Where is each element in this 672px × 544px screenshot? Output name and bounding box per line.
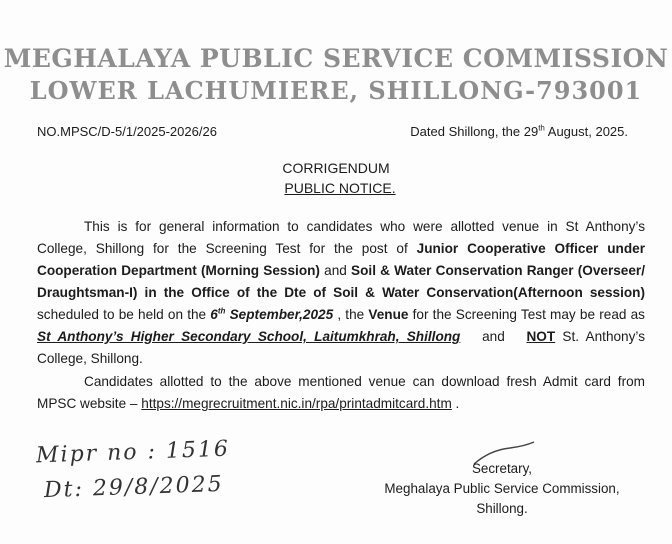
p1-text-e: for the Screening Test may be read as bbox=[408, 307, 645, 322]
notice-paragraph-2 bbox=[37, 371, 645, 415]
post-name-2: Soil & Water Conservation Ranger (Overseer/ Draughtsman-I) in the Office of the Dte of Soil & Water Conservation(Afternoon session) bbox=[37, 263, 645, 300]
p2-text-b: . bbox=[451, 396, 460, 411]
p1-text-g: St. Anthony’s College, Shillong. bbox=[37, 329, 645, 366]
new-venue: St Anthony’s Higher Secondary School, Laitumkhrah, Shillong bbox=[37, 329, 461, 344]
org-address: LOWER LACHUMIERE, SHILLONG-793001 bbox=[29, 76, 643, 105]
dated-prefix: Dated Shillong, the 29 bbox=[410, 124, 539, 139]
handwritten-number: Mipr no : 1516 bbox=[35, 436, 231, 469]
dated-suffix: August, 2025. bbox=[544, 124, 628, 139]
public-notice-title: PUBLIC NOTICE. bbox=[284, 180, 396, 196]
reference-number: NO.MPSC/D-5/1/2025-2026/26 bbox=[37, 124, 217, 139]
corrigendum-title: CORRIGENDUM bbox=[282, 160, 390, 176]
p1-text-f: and bbox=[460, 329, 527, 344]
p2-text-a: Candidates allotted to the above mentioned venue can download fresh Admit card from MPSC website – bbox=[37, 374, 645, 411]
venue-word: Venue bbox=[368, 307, 409, 322]
exam-date bbox=[210, 307, 333, 322]
signatory-org: Meghalaya Public Service Commission, bbox=[384, 481, 620, 496]
not-word: NOT bbox=[526, 329, 556, 344]
admit-card-link[interactable]: https://megrecruitment.nic.in/rpa/printadmitcard.htm bbox=[141, 396, 452, 411]
exam-date-day: 6 bbox=[210, 307, 218, 322]
dated-sup: th bbox=[538, 123, 545, 133]
p1-text-b: and bbox=[319, 263, 352, 278]
exam-date-sup: th bbox=[217, 306, 226, 316]
notice-paragraph-1 bbox=[37, 216, 645, 370]
org-heading: MEGHALAYA PUBLIC SERVICE COMMISSION bbox=[3, 44, 669, 73]
signatory-title: Secretary, bbox=[471, 461, 533, 476]
post-name-1: Junior Cooperative Officer under Cooperation Department (Morning Session) bbox=[37, 241, 645, 278]
exam-date-rest: September,2025 bbox=[225, 307, 334, 322]
dated-line bbox=[410, 124, 628, 139]
handwritten-date: Dt: 29/8/2025 bbox=[43, 471, 225, 504]
p1-text-a: This is for general information to candidates who were allotted venue in St Anthony’s College, Shillong for the Screening Test for the post of bbox=[37, 219, 645, 256]
p1-text-c: scheduled to be held on the bbox=[37, 307, 211, 322]
p1-text-d: , the bbox=[333, 307, 369, 322]
signature-block bbox=[372, 459, 632, 519]
signatory-place: Shillong. bbox=[476, 501, 528, 516]
